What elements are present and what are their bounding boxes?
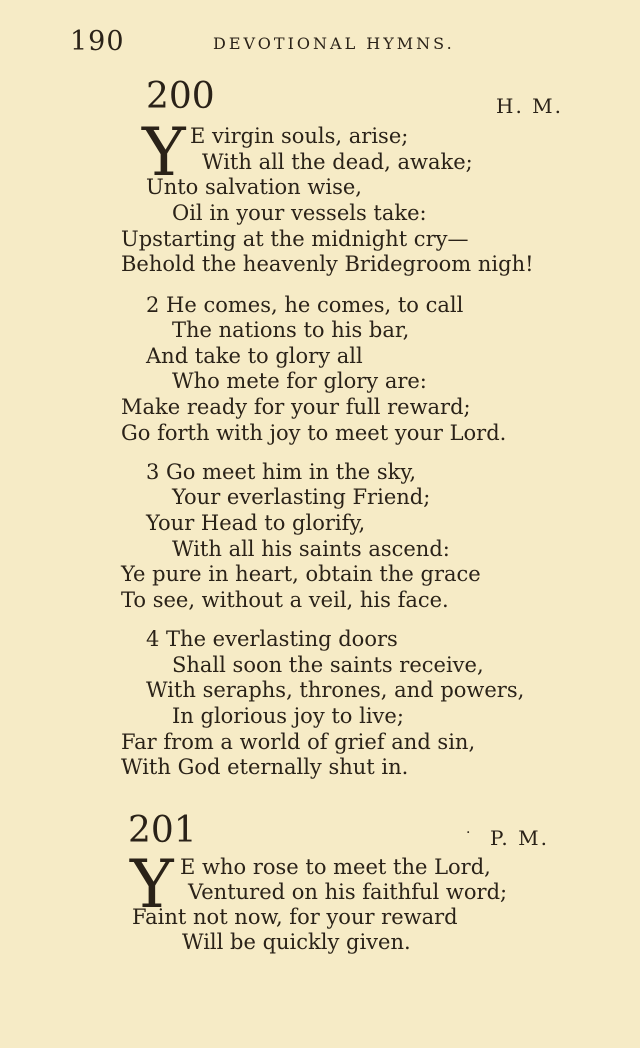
hymn-line: With all his saints ascend: bbox=[172, 537, 450, 561]
ornament-dot: · bbox=[466, 825, 471, 841]
hymn-line: Unto salvation wise, bbox=[146, 175, 362, 199]
hymn-line: Faint not now, for your reward bbox=[132, 905, 458, 929]
hymn-line: E who rose to meet the Lord, bbox=[180, 855, 491, 879]
hymn-line: Oil in your vessels take: bbox=[172, 201, 427, 225]
hymn-line: The nations to his bar, bbox=[172, 318, 410, 342]
hymn-number: 201 bbox=[128, 810, 197, 851]
drop-cap: Y bbox=[130, 846, 174, 923]
hymn-line: To see, without a veil, his face. bbox=[121, 588, 449, 612]
hymn-line: 4 The everlasting doors bbox=[146, 627, 398, 651]
hymn-line: Go forth with joy to meet your Lord. bbox=[121, 421, 507, 445]
hymn-line: Your Head to glorify, bbox=[146, 511, 366, 535]
running-title: DEVOTIONAL HYMNS. bbox=[213, 34, 455, 53]
hymn-line: With all the dead, awake; bbox=[202, 150, 473, 174]
hymn-number: 200 bbox=[146, 76, 215, 117]
hymn-line: Will be quickly given. bbox=[182, 930, 411, 954]
hymn-meter: P. M. bbox=[490, 826, 549, 850]
hymn-line: Upstarting at the midnight cry— bbox=[121, 227, 469, 251]
hymn-line: With seraphs, thrones, and powers, bbox=[146, 678, 525, 702]
hymn-line: Ye pure in heart, obtain the grace bbox=[121, 562, 481, 586]
page-number: 190 bbox=[70, 26, 125, 57]
hymn-line: Far from a world of grief and sin, bbox=[121, 730, 476, 754]
hymn-line: Your everlasting Friend; bbox=[172, 485, 431, 509]
hymn-line: And take to glory all bbox=[146, 344, 363, 368]
hymn-line: Make ready for your full reward; bbox=[121, 395, 471, 419]
hymn-line: Behold the heavenly Bridegroom nigh! bbox=[121, 252, 534, 276]
hymn-line: 2 He comes, he comes, to call bbox=[146, 293, 464, 317]
drop-cap: Y bbox=[142, 114, 186, 191]
hymn-line: E virgin souls, arise; bbox=[190, 124, 409, 148]
hymn-meter: H. M. bbox=[496, 94, 563, 118]
hymn-line: 3 Go meet him in the sky, bbox=[146, 460, 417, 484]
hymn-line: With God eternally shut in. bbox=[121, 755, 409, 779]
hymn-line: In glorious joy to live; bbox=[172, 704, 404, 728]
hymn-line: Shall soon the saints receive, bbox=[172, 653, 484, 677]
hymn-line: Ventured on his faithful word; bbox=[188, 880, 508, 904]
hymn-line: Who mete for glory are: bbox=[172, 369, 427, 393]
